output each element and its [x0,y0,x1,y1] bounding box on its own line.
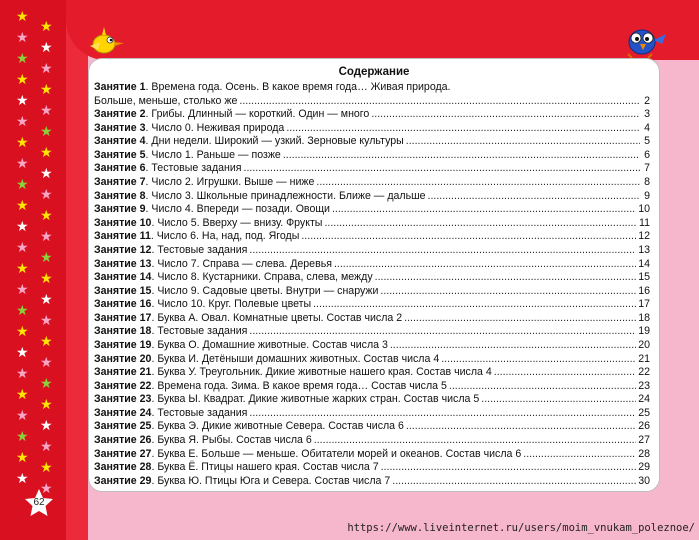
page-ref: 5 [644,135,650,148]
lesson-title: . Число 3. Школьные принадлежности. Ближе — дальше [145,189,426,202]
star-icon: ★ [40,481,53,497]
toc-entry [94,271,650,285]
star-icon: ★ [16,219,29,235]
lesson-title: . Число 9. Садовые цветы. Внутри — снаружи [151,284,379,297]
lesson-label: Занятие 1 [94,81,146,93]
page-ref: 11 [639,216,650,229]
lesson-label: Занятие 13 [94,257,152,270]
star-icon: ★ [16,240,29,256]
lesson-label: Занятие 19 [94,338,152,351]
contents-title: Содержание [338,66,410,78]
page-ref: 6 [644,148,650,161]
page-ref: 18 [638,311,650,324]
page-ref: 9 [644,189,650,202]
toc-entry [94,461,650,475]
star-column [0,0,66,500]
page-number-badge [24,488,54,518]
page-ref: 25 [638,406,650,419]
page-ref: 27 [638,434,650,447]
lesson-title: . Буква А. Овал. Комнатные цветы. Состав числа 2 [151,311,403,324]
lesson-title: . Тестовые задания [151,243,248,256]
page-ref: 10 [638,203,650,216]
toc-entry [94,135,650,149]
toc-entry [94,244,650,258]
lesson-label: Занятие 28 [94,461,152,474]
star-icon: ★ [40,40,53,56]
lesson-label: Занятие 24 [94,406,152,419]
star-icon: ★ [16,471,29,487]
leader-dots [286,122,640,136]
star-icon: ★ [16,114,29,130]
page-ref: 20 [638,338,650,351]
page-ref: 7 [644,162,650,175]
star-icon: ★ [16,198,29,214]
leader-dots [392,475,636,489]
star-icon: ★ [40,334,53,350]
page-ref: 2 [644,94,650,107]
page-ref: 21 [638,352,650,365]
toc-entry [94,190,650,204]
leader-dots [249,325,636,339]
lesson-label: Занятие 26 [94,434,152,447]
lesson-title: . Буква Я. Рыбы. Состав числа 6 [151,434,312,447]
lesson-title: . Тестовые задания [145,162,242,175]
star-icon: ★ [40,145,53,161]
page-ref: 16 [638,284,650,297]
leader-dots [244,162,640,176]
page-ref: 4 [644,121,650,134]
star-icon: ★ [40,61,53,77]
toc-entry [94,380,650,394]
star-icon: ★ [40,313,53,329]
page-ref: 28 [638,447,650,460]
lesson-title: . Число 2. Игрушки. Выше — ниже [145,176,315,189]
star-icon: ★ [16,324,29,340]
toc-entry [94,434,650,448]
page-ref: 13 [638,243,650,256]
lesson-label: Занятие 12 [94,243,152,256]
leader-dots [428,190,640,204]
toc-entry [94,407,650,421]
toc-entry [94,353,650,367]
page-ref: 24 [638,393,650,406]
star-icon: ★ [40,418,53,434]
page-ref: 17 [638,298,650,311]
star-icon: ★ [40,208,53,224]
star-icon: ★ [40,124,53,140]
leader-dots [494,366,636,380]
star-icon: ★ [40,166,53,182]
toc-entry [94,448,650,462]
leader-dots [316,176,640,190]
lesson-title: . Грибы. Длинный — короткий. Один — много [145,108,370,121]
leader-dots [375,271,637,285]
star-icon: ★ [40,271,53,287]
blue-bird-icon [618,20,668,60]
leader-dots [301,230,636,244]
star-icon: ★ [16,345,29,361]
leader-dots [404,312,636,326]
toc-entry [94,81,650,108]
contents-card [88,58,660,492]
star-icon: ★ [16,30,29,46]
lesson-label: Занятие 8 [94,189,146,202]
star-icon: ★ [16,9,29,25]
leader-dots [239,95,640,109]
lesson-title: . Времена года. Зима. В какое время года… Состав числа 5 [151,379,447,392]
lesson-title: . Тестовые задания [151,325,248,338]
toc-list [94,81,650,488]
star-icon: ★ [16,261,29,277]
page-ref: 15 [638,271,650,284]
toc-entry [94,325,650,339]
star-icon: ★ [16,387,29,403]
star-icon: ★ [40,439,53,455]
lesson-title: . Буква У. Треугольник. Дикие животные нашего края. Состав числа 4 [151,366,492,379]
lesson-title: . Число 10. Круг. Полевые цветы [151,298,312,311]
lesson-label: Занятие 16 [94,298,152,311]
toc-entry [94,162,650,176]
star-icon: ★ [16,72,29,88]
star-icon: ★ [40,250,53,266]
source-url: https://www.liveinternet.ru/users/moim_vnukam_poleznoe/ [347,522,695,534]
leader-dots [481,393,636,407]
star-icon: ★ [16,429,29,445]
lesson-label: Занятие 15 [94,284,152,297]
leader-dots [441,353,636,367]
star-icon: ★ [16,408,29,424]
star-icon: ★ [40,292,53,308]
yellow-bird-icon [86,24,126,60]
star-icon: ★ [16,135,29,151]
lesson-label: Занятие 11 [94,230,151,243]
toc-entry [94,298,650,312]
star-icon: ★ [40,460,53,476]
leader-dots [332,203,636,217]
leader-dots [313,298,636,312]
star-icon: ★ [16,156,29,172]
leader-dots [390,339,636,353]
leader-dots [380,285,636,299]
lesson-title: . Буква И. Детёныши домашних животных. Состав числа 4 [151,352,440,365]
leader-dots [371,108,640,122]
toc-entry [94,230,650,244]
lesson-label: Занятие 9 [94,203,146,216]
leader-dots [406,135,640,149]
leader-dots [381,461,637,475]
lesson-label: Занятие 29 [94,474,152,487]
lesson-label: Занятие 2 [94,108,146,121]
star-icon: ★ [40,82,53,98]
page-number: 62 [33,497,45,508]
leader-dots [314,434,636,448]
leader-dots [334,258,636,272]
left-border-strip [66,0,88,540]
page-ref: 22 [638,366,650,379]
toc-entry [94,475,650,489]
leader-dots [283,149,640,163]
toc-entry [94,176,650,190]
toc-entry [94,122,650,136]
toc-entry [94,312,650,326]
page-ref: 12 [638,230,650,243]
toc-entry [94,149,650,163]
lesson-label: Занятие 25 [94,420,152,433]
leader-dots [449,380,636,394]
leader-dots [249,244,636,258]
lesson-title: . Число 1. Раньше — позже [145,148,281,161]
lesson-title: . Дни недели. Широкий — узкий. Зерновые культуры [145,135,404,148]
star-icon: ★ [16,450,29,466]
lesson-title: . Буква Ё. Птицы нашего края. Состав числа 7 [151,461,379,474]
star-icon: ★ [40,103,53,119]
lesson-title: . Тестовые задания [151,406,248,419]
toc-entry [94,217,650,231]
lesson-label: Занятие 5 [94,148,146,161]
star-icon: ★ [16,303,29,319]
lesson-title-cont: Больше, меньше, столько же [94,94,238,107]
lesson-label: Занятие 21 [94,366,152,379]
lesson-label: Занятие 3 [94,121,146,134]
lesson-title: . Число 5. Вверху — внизу. Фрукты [151,216,323,229]
toc-entry [94,366,650,380]
star-icon: ★ [40,229,53,245]
lesson-label: Занятие 4 [94,135,146,148]
toc-entry [94,393,650,407]
page-ref: 23 [638,379,650,392]
leader-dots [324,217,637,231]
toc-entry [94,108,650,122]
lesson-label: Занятие 27 [94,447,152,460]
lesson-title: . Число 8. Кустарники. Справа, слева, между [151,271,373,284]
lesson-label: Занятие 20 [94,352,152,365]
top-band [66,0,699,60]
lesson-title: . Времена года. Осень. В какое время года… Живая природа. [145,81,451,93]
star-icon: ★ [40,19,53,35]
page-ref: 29 [638,461,650,474]
lesson-title: . Число 4. Впереди — позади. Овощи [145,203,330,216]
toc-entry [94,420,650,434]
page-ref: 30 [638,474,650,487]
star-icon: ★ [16,366,29,382]
star-icon: ★ [16,51,29,67]
leader-dots [406,420,636,434]
page-ref: 14 [638,257,650,270]
lesson-label: Занятие 7 [94,176,146,189]
toc-entry [94,258,650,272]
lesson-label: Занятие 10 [94,216,152,229]
page-ref: 19 [638,325,650,338]
lesson-title: . Буква Е. Больше — меньше. Обитатели морей и океанов. Состав числа 6 [151,447,522,460]
lesson-label: Занятие 23 [94,393,152,406]
lesson-label: Занятие 22 [94,379,152,392]
toc-entry [94,339,650,353]
lesson-title: . Буква Э. Дикие животные Севера. Состав числа 6 [151,420,404,433]
lesson-title: . Буква Ы. Квадрат. Дикие животные жарких стран. Состав числа 5 [151,393,480,406]
toc-entry [94,203,650,217]
star-icon: ★ [40,187,53,203]
lesson-label: Занятие 14 [94,271,152,284]
lesson-title: . Число 7. Справа — слева. Деревья [151,257,332,270]
leader-dots [249,407,636,421]
toc-entry [94,285,650,299]
lesson-label: Занятие 17 [94,311,152,324]
lesson-label: Занятие 6 [94,162,146,175]
leader-dots [523,448,636,462]
page-ref: 8 [644,176,650,189]
star-icon: ★ [16,177,29,193]
star-icon: ★ [40,376,53,392]
lesson-title: . Число 6. На, над, под. Ягоды [150,230,300,243]
page-ref: 3 [644,108,650,121]
page-ref: 26 [638,420,650,433]
lesson-title: . Буква Ю. Птицы Юга и Севера. Состав числа 7 [151,474,391,487]
lesson-title: . Буква О. Домашние животные. Состав числа 3 [151,338,388,351]
star-icon: ★ [16,282,29,298]
lesson-label: Занятие 18 [94,325,152,338]
star-icon: ★ [40,355,53,371]
star-icon: ★ [16,93,29,109]
star-icon: ★ [40,397,53,413]
lesson-title: . Число 0. Неживая природа [145,121,285,134]
